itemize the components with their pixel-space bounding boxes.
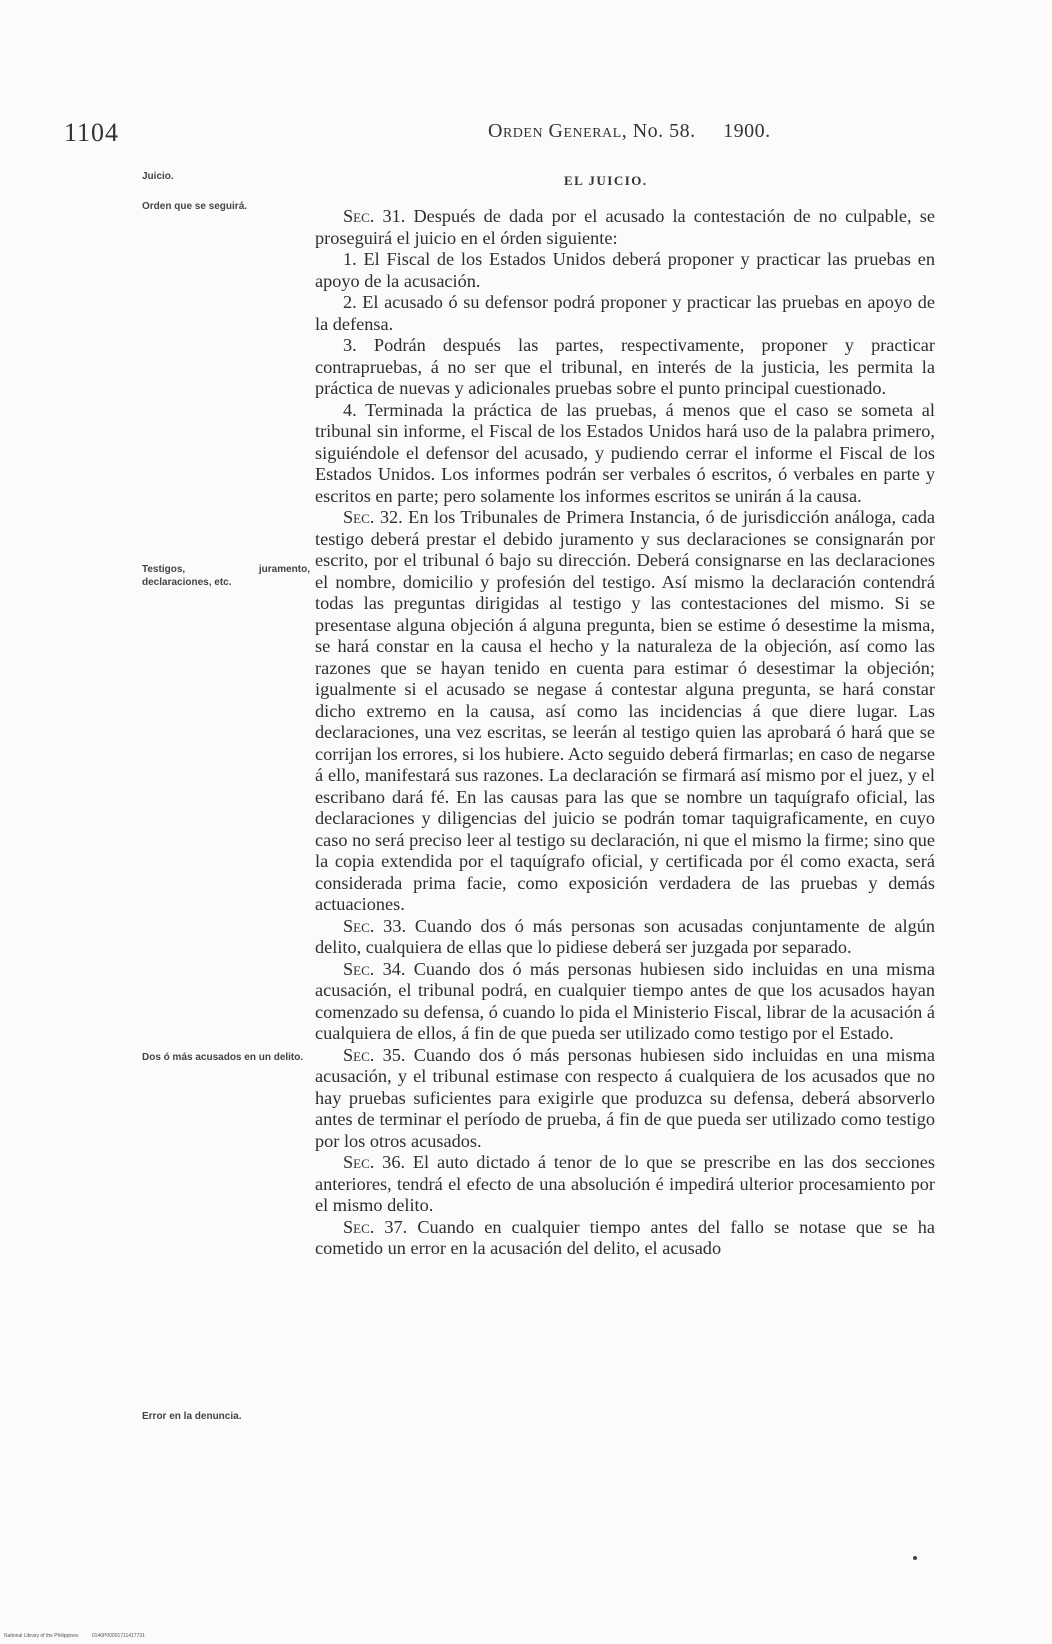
footer-library: National Library of the Philippines bbox=[4, 1633, 79, 1639]
running-head-year: 1900. bbox=[723, 120, 771, 142]
paragraph-text: Cuando dos ó más personas hubiesen sido incluidas en una misma acusación, y el tribunal estimase con respecto á cualquiera de los acusados que no hay pruebas suficientes para exigirle que produzca su defensa, deberá absorverlo antes de terminar el período de prueba, á fin de que pueda ser utilizado como testigo por los otros acusados. bbox=[315, 1044, 935, 1151]
side-note-orden: Orden que se seguirá. bbox=[142, 201, 248, 212]
section-label: Sec. 31. bbox=[343, 206, 406, 226]
side-note-testigos: Testigos, juramento, declaraciones, etc. bbox=[142, 564, 310, 588]
side-note-dos-acusados: Dos ó más acusados en un delito. bbox=[142, 1052, 304, 1063]
paragraph-item-4 bbox=[315, 400, 935, 508]
paragraph-sec-35 bbox=[315, 1045, 935, 1153]
footer-code: 0146P00001711417731 bbox=[91, 1633, 145, 1639]
paragraph-text: El auto dictado á tenor de lo que se prescribe en las dos secciones anteriores, tendrá el efecto de una absolución é impedirá ulterior procesamiento por el mismo delito. bbox=[315, 1152, 935, 1215]
page-number: 1104 bbox=[64, 118, 120, 147]
paragraph-text: Después de dada por el acusado la contestación de no culpable, se proseguirá el juicio en el órden siguiente: bbox=[315, 206, 935, 248]
paragraph-sec-34 bbox=[315, 959, 935, 1045]
paragraph-text: 3. Podrán después las partes, respectivamente, proponer y practicar contrapruebas, á no ser que el tribunal, en interés de la justicia, les permita la práctica de nuevas y adicionales pruebas sobre el punto principal cuestionado. bbox=[315, 335, 935, 398]
paragraph-sec-31 bbox=[315, 206, 935, 249]
paragraph-text: Cuando dos ó más personas son acusadas conjuntamente de algún delito, cualquiera de ellas que lo pidiese deberá ser juzgada por separado. bbox=[315, 915, 935, 957]
section-label: Sec. 37. bbox=[343, 1216, 408, 1237]
paragraph-item-2 bbox=[315, 292, 935, 335]
paragraph-text: 1. El Fiscal de los Estados Unidos deberá proponer y practicar las pruebas en apoyo de la acusación. bbox=[315, 249, 935, 291]
paragraph-text: Cuando en cualquier tiempo antes del fallo se notase que se ha cometido un error en la acusación del delito, el acusado bbox=[315, 1216, 935, 1258]
section-title: EL JUICIO. bbox=[564, 173, 648, 188]
paragraph-text: Cuando dos ó más personas hubiesen sido incluidas en una misma acusación, el tribunal podrá, en cualquier tiempo antes de que los acusados hayan comenzado su defensa, ó cuando lo pida el Ministerio Fiscal, librar de la acusación á cualquiera de ellos, á fin de que pueda ser utilizado como testigo por el Estado. bbox=[315, 958, 935, 1043]
running-head-title: Orden General, bbox=[488, 120, 628, 142]
footer-stamp bbox=[4, 1633, 145, 1639]
paragraph-sec-36 bbox=[315, 1152, 935, 1217]
section-label: Sec. 32. bbox=[343, 507, 403, 527]
side-note-error: Error en la denuncia. bbox=[142, 1411, 242, 1422]
paragraph-item-1 bbox=[315, 249, 935, 292]
paragraph-sec-33 bbox=[315, 916, 935, 959]
section-label: Sec. 33. bbox=[343, 915, 407, 936]
body-text bbox=[315, 206, 935, 1260]
paragraph-sec-37 bbox=[315, 1217, 935, 1260]
section-label: Sec. 35. bbox=[343, 1044, 406, 1065]
ink-dot bbox=[913, 1556, 917, 1560]
side-note-juicio: Juicio. bbox=[142, 171, 174, 182]
paragraph-sec-32 bbox=[315, 507, 935, 916]
section-label: Sec. 34. bbox=[343, 958, 406, 979]
paragraph-text: 4. Terminada la práctica de las pruebas, á menos que el caso se someta al tribunal sin informe, el Fiscal de los Estados Unidos hará uso de la palabra primero, siguiéndole el defensor del acusado, y pudiendo cerrar el informe el Fiscal de los Estados Unidos. Los informes podrán ser verbales ó escritos, ó verbales en parte y escritos en parte; pero solamente los informes escritos se unirán á la causa. bbox=[315, 399, 935, 506]
paragraph-text: En los Tribunales de Primera Instancia, ó de jurisdicción análoga, cada testigo deberá prestar el debido juramento y sus declaraciones se consignarán por escrito, por el tribunal ó bajo su dirección. Deberá consignarse en las declaraciones el nombre, domicilio y profesión del testigo. Así mismo la declaración contendrá todas las preguntas dirigidas al testigo y las contestaciones del mismo. Si se presentase alguna objeción á alguna pregunta, bien se estime ó desestime la misma, se hará constar en la causa el hecho y la naturaleza de la objeción, así como las razones que se hayan tenido en cuenta para estimar ó desestimar la objeción; igualmente si el acusado se negase á contestar alguna pregunta, se hará constar dicho extremo en la causa, así como las incidencias á que diere lugar. Las declaraciones, una vez escritas, se leerán al testigo quien las aprobará ó hará que se corrijan los errores, si los hubiere. Acto seguido deberá firmarlas; en caso de negarse á ello, manifestará sus razones. La declaración se firmará así mismo por el juez, y el escribano dará fé. En las causas para las que se nombre un taquígrafo oficial, las declaraciones y diligencias del juicio se podrán tomar taquigraficamente, en cuyo caso no será preciso leer al testigo su declaración, ni que el mismo la firme; sino que la copia extendida por el taquígrafo oficial, y certificada por él como exacta, será considerada prima facie, como exposición verdadera de las pruebas y demás actuaciones. bbox=[315, 507, 935, 914]
section-label: Sec. 36. bbox=[343, 1152, 406, 1172]
paragraph-text: 2. El acusado ó su defensor podrá proponer y practicar las pruebas en apoyo de la defensa. bbox=[315, 292, 935, 334]
running-head-number: No. 58. bbox=[632, 120, 696, 142]
running-head bbox=[488, 120, 771, 143]
paragraph-item-3 bbox=[315, 335, 935, 400]
